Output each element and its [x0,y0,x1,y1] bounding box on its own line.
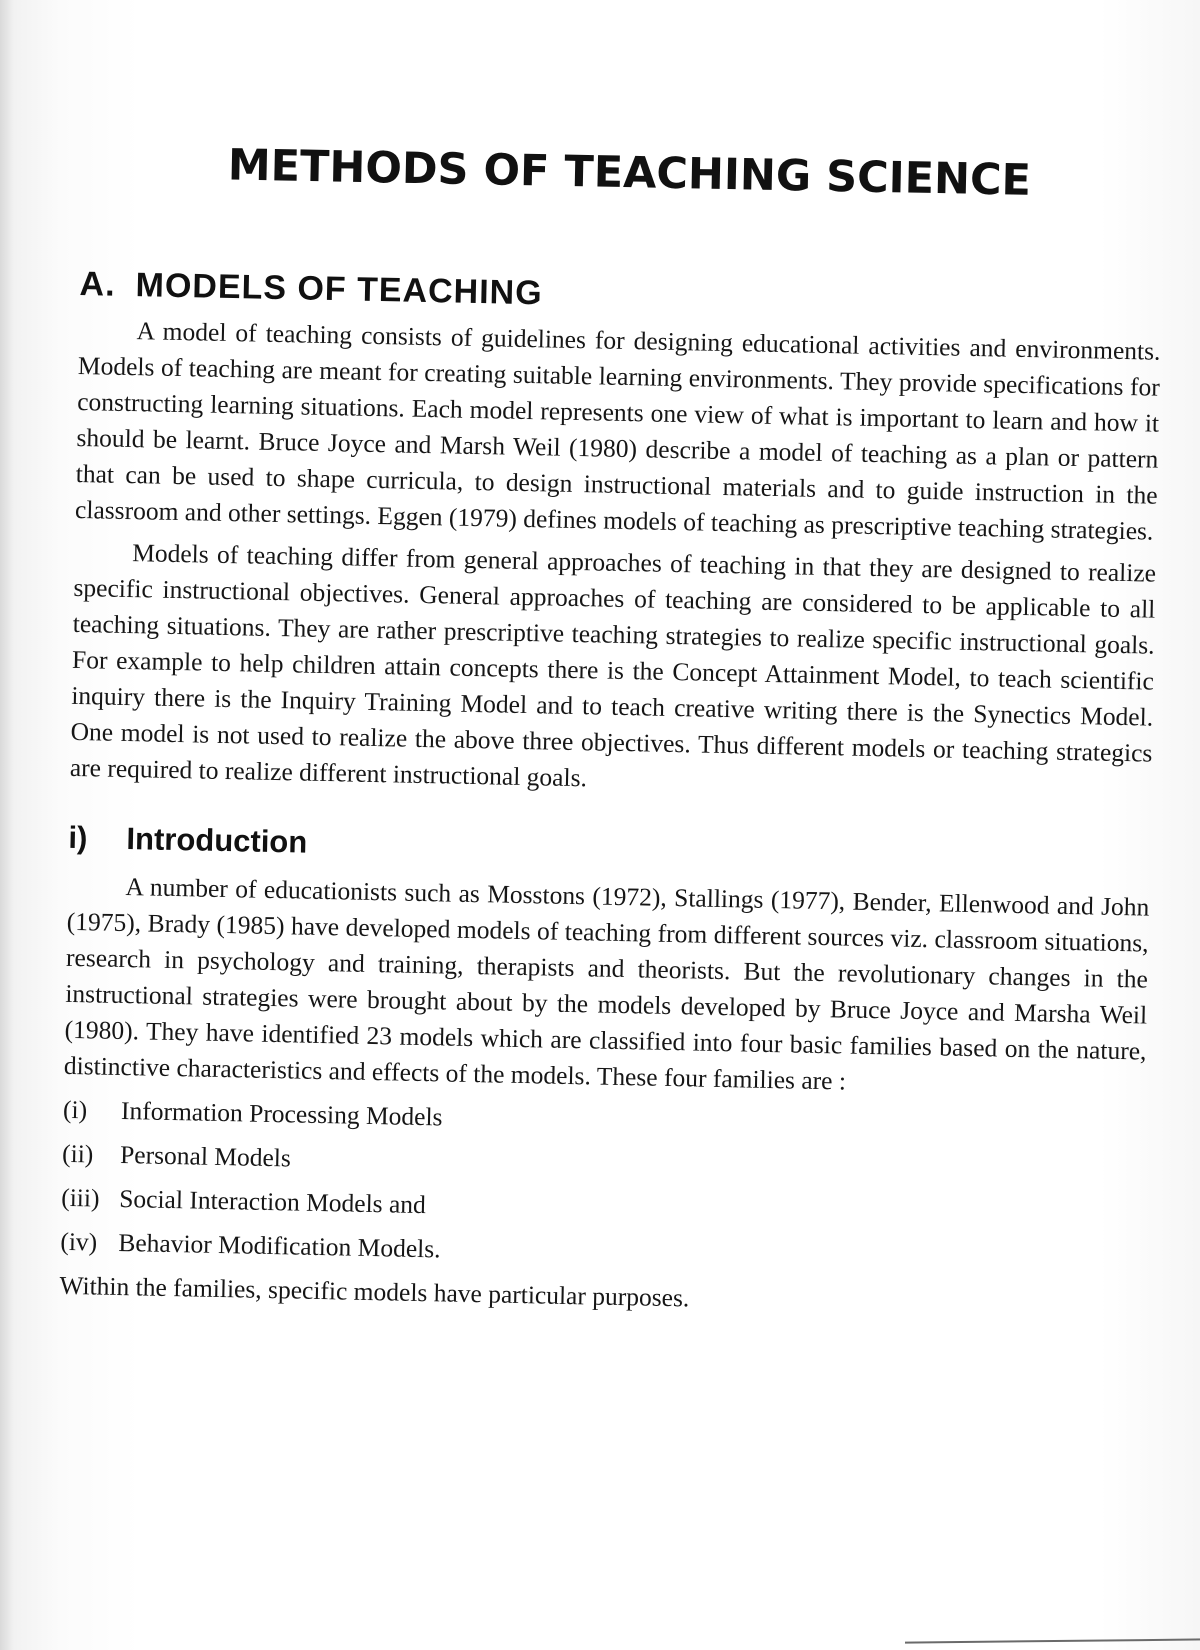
list-item-text: Social Interaction Models and [118,1183,427,1220]
paragraph-models-vs-approaches: Models of teaching differ from general approaches of teaching in that they are designed to realize specific instructional objectives. General approaches of teaching are considered to be applicable to all teaching situations. They are rather prescriptive teaching strategies to realize specific instructional goals. For example to help children attain concepts there is the Concept Attainment Model, to teach scientific inquiry there is the Inquiry Training Model and to teach creative writing there is the Synectics Model. One model is not used to realize the above three objectives. Thus different models or teaching strategics are required to realize different instructional goals. [69,538,1157,793]
page-content [59,265,1162,1328]
list-item-number: (i) [62,1094,88,1125]
section-label: A. [79,265,116,304]
page-title: METHODS OF TEACHING SCIENCE [227,140,1032,206]
list-item-text: Personal Models [119,1139,292,1173]
paragraph-introduction: A number of educationists such as Mosstons (1972), Stallings (1977), Bender, Ellenwood and John (1975), Brady (1985) have developed models of teaching from different sources viz. classroom situations, research in psychology and training, therapists and theorists. But the revolutionary changes in the instructional strategies were brought about by the models developed by Bruce Joyce and Marsha Weil (1980). They have identified 23 models which are classified into four basic families based on the nature, distinctive characteristics and effects of the models. These four families are : [63,872,1150,1096]
page-edge-line [905,1638,1200,1643]
list-item-number: (iii) [60,1182,100,1213]
paragraph-models-definition: A model of teaching consists of guidelines for designing educational activities and environments. Models of teaching are meant for creating suitable learning environments. They provide specifications for constructing learning situations. Each model represents one view of what is important to learn and how it should be learnt. Bruce Joyce and Marsh Weil (1980) describe a model of teaching as a plan or pattern that can be used to shape curricula, to design instructional materials and to guide instruction in the classroom and other settings. Eggen (1979) defines models of teaching as prescriptive teaching strategies. [74,316,1161,546]
list-item-number: (iv) [60,1226,98,1257]
list-item-text: Information Processing Models [120,1095,443,1132]
subsection-label: i) [68,819,88,856]
subsection-heading [68,820,1151,878]
section-title: MODELS OF TEACHING [135,266,544,313]
model-families-list [60,1088,1145,1286]
list-item-text: Behavior Modification Models. [118,1227,441,1264]
closing-sentence: Within the families, specific models have particular purposes. [59,1270,690,1313]
list-item-number: (ii) [61,1138,94,1169]
subsection-title: Introduction [126,821,308,860]
